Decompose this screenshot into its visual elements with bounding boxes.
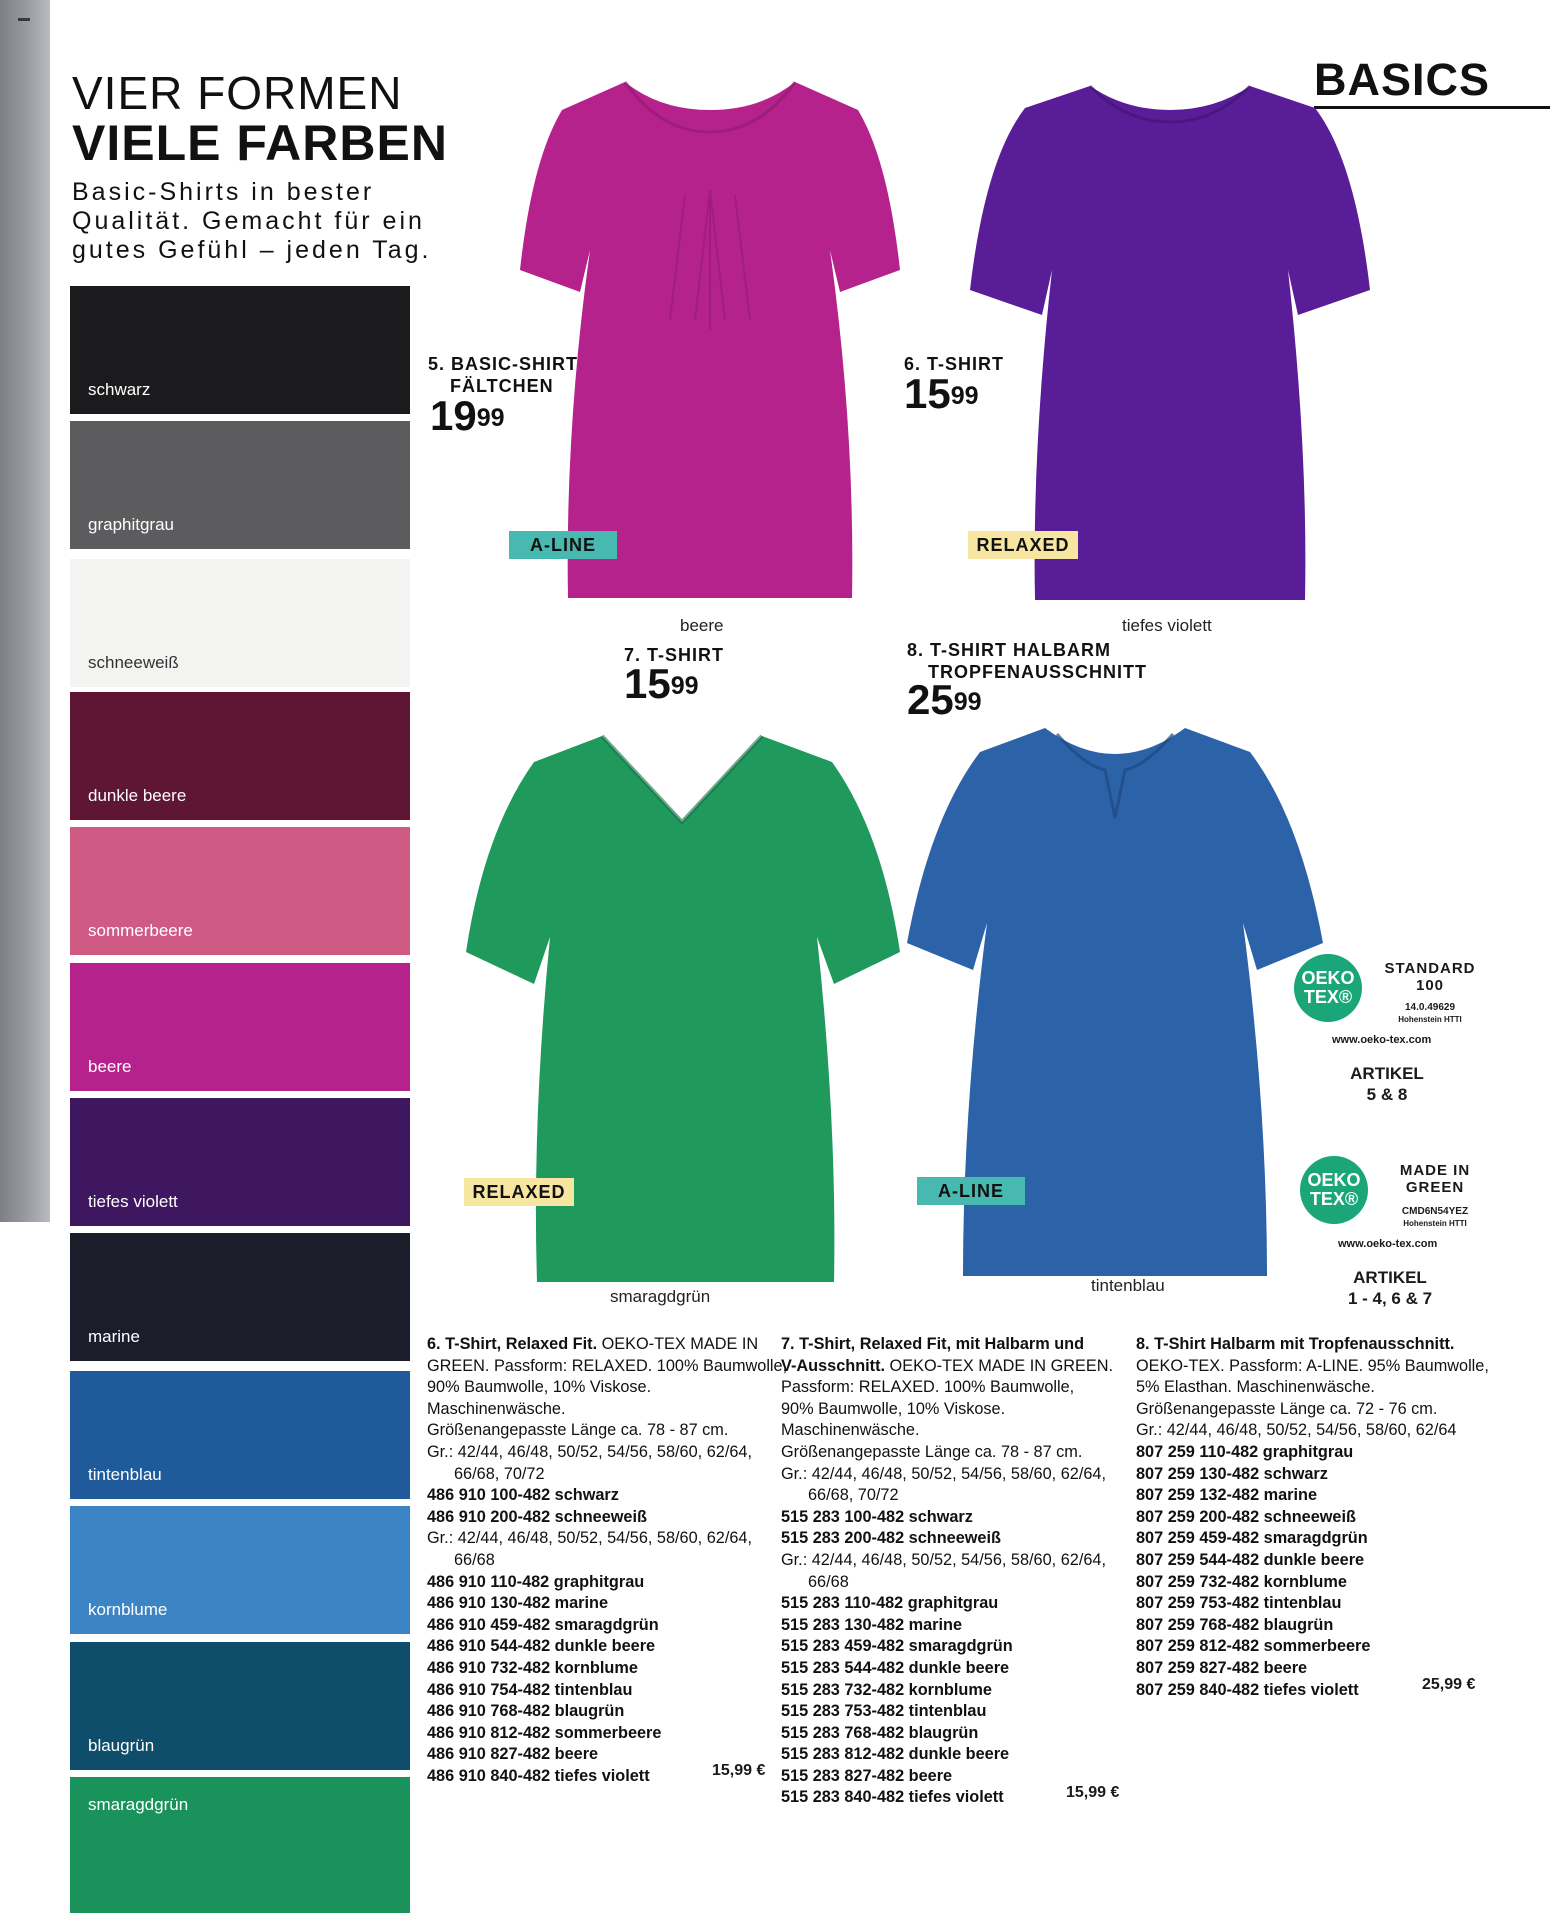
- article-number-row: 515 283 544-482 dunkle beere: [781, 1658, 1010, 1677]
- product-7-price: [624, 660, 699, 714]
- article-list: [427, 1572, 767, 1788]
- article-number-row: 515 283 753-482 tintenblau: [781, 1702, 987, 1721]
- price-euro: 19: [430, 392, 477, 439]
- product-8-caption: tintenblau: [1091, 1276, 1165, 1295]
- artikel-value: 1 - 4, 6 & 7: [1347, 1289, 1433, 1308]
- artikel-value: 5 & 8: [1366, 1085, 1408, 1104]
- headline-bold: VIELE FARBEN: [72, 115, 448, 171]
- swatch-label: schwarz: [88, 380, 151, 399]
- article-number-row: 807 259 732-482 kornblume: [1136, 1572, 1347, 1591]
- detail-heading: 8. T-Shirt Halbarm mit Tropfenausschnitt.: [1136, 1335, 1455, 1353]
- description-line: Passform: RELAXED. 100% Baumwolle,: [781, 1378, 1075, 1397]
- certificate-title-line: 100: [1415, 977, 1445, 994]
- detail-heading: 7. T-Shirt, Relaxed Fit, mit Halbarm und: [781, 1335, 1085, 1353]
- color-swatch[interactable]: [70, 1506, 410, 1634]
- product-7-price-footer: 15,99 €: [1066, 1784, 1120, 1801]
- certificate-title-line: MADE IN: [1399, 1162, 1471, 1179]
- fit-tag: A-LINE: [917, 1177, 1025, 1205]
- article-list: [781, 1507, 1121, 1550]
- section-title: BASICS: [1314, 54, 1491, 105]
- size-continuation: 66/68: [454, 1550, 495, 1569]
- swatch-label: dunkle beere: [88, 786, 187, 805]
- swatch-label: tiefes violett: [88, 1192, 178, 1211]
- article-number-row: 807 259 544-482 dunkle beere: [1136, 1550, 1365, 1569]
- oeko-tex-logo-icon: [1294, 954, 1362, 1022]
- color-swatch[interactable]: [70, 963, 410, 1091]
- article-number-row: 807 259 840-482 tiefes violett: [1136, 1680, 1359, 1699]
- detail-heading: V-Ausschnitt.: [781, 1356, 886, 1375]
- product-6-details: [427, 1334, 788, 1787]
- certificate-title-line: GREEN: [1405, 1179, 1465, 1196]
- article-list: [1136, 1442, 1496, 1701]
- product-8-price-footer: 25,99 €: [1422, 1676, 1476, 1693]
- swatch-label: marine: [88, 1327, 140, 1346]
- product-6-shirt-image[interactable]: [960, 80, 1380, 605]
- article-number-row: 486 910 812-482 sommerbeere: [427, 1723, 662, 1742]
- article-list: [427, 1485, 767, 1528]
- article-number-row: 515 283 812-482 dunkle beere: [781, 1745, 1010, 1764]
- article-number-row: 807 259 768-482 blaugrün: [1136, 1615, 1334, 1634]
- certificate-title-line: STANDARD: [1384, 960, 1476, 977]
- price-euro: 25: [907, 676, 954, 723]
- product-8-details: [1136, 1334, 1496, 1701]
- detail-description: [427, 1356, 788, 1464]
- color-swatch[interactable]: [70, 827, 410, 955]
- fit-tag: A-LINE: [509, 531, 617, 559]
- article-number-row: 486 910 100-482 schwarz: [427, 1486, 619, 1505]
- logo-line: TEX®: [1303, 987, 1353, 1007]
- description-line: GREEN. Passform: RELAXED. 100% Baumwolle,: [427, 1356, 788, 1375]
- detail-description: [781, 1377, 1121, 1485]
- product-7-name: 7. T-SHIRT: [624, 645, 725, 665]
- description-line: Größenangepasste Länge ca. 78 - 87 cm.: [427, 1421, 729, 1440]
- color-swatch[interactable]: [70, 1233, 410, 1361]
- price-cent: 99: [670, 672, 699, 700]
- article-number-row: 486 910 732-482 kornblume: [427, 1658, 638, 1677]
- product-5-name-line2: FÄLTCHEN: [450, 376, 554, 396]
- description-line: Größenangepasste Länge ca. 78 - 87 cm.: [781, 1442, 1083, 1461]
- product-5-caption: beere: [680, 616, 724, 635]
- certificate-institute: Hohenstein HTTI: [1403, 1219, 1467, 1228]
- intro-text: Basic-Shirts in bester Qualität. Gemacht für ein gutes Gefühl – jeden Tag.: [72, 178, 432, 264]
- swatch-label: schneeweiß: [88, 653, 179, 672]
- logo-line: OEKO: [1307, 1170, 1361, 1190]
- swatch-label: graphitgrau: [88, 515, 175, 534]
- article-number-row: 515 283 768-482 blaugrün: [781, 1723, 979, 1742]
- article-number-row: 486 910 768-482 blaugrün: [427, 1702, 625, 1721]
- product-6-price-footer: 15,99 €: [712, 1762, 766, 1779]
- swatch-label: smaragdgrün: [88, 1795, 189, 1814]
- product-6-caption: tiefes violett: [1122, 616, 1212, 635]
- article-number-row: 486 910 840-482 tiefes violett: [427, 1766, 650, 1785]
- fit-tag: RELAXED: [968, 531, 1078, 559]
- product-5-shirt-image[interactable]: [510, 70, 910, 610]
- description-line: Gr.: 42/44, 46/48, 50/52, 54/56, 58/60, 62/64: [1136, 1421, 1457, 1440]
- article-number-row: 807 259 132-482 marine: [1136, 1486, 1318, 1505]
- price-cent: 99: [476, 404, 505, 432]
- logo-line: OEKO: [1301, 968, 1355, 988]
- certificate-institute: Hohenstein HTTI: [1398, 1015, 1462, 1024]
- headline-light: VIER FORMEN: [72, 67, 403, 119]
- description-line: 90% Baumwolle, 10% Viskose.: [781, 1399, 1006, 1418]
- size-continuation: 66/68, 70/72: [454, 1464, 545, 1483]
- article-number-row: 807 259 459-482 smaragdgrün: [1136, 1529, 1368, 1548]
- size-range: Gr.: 42/44, 46/48, 50/52, 54/56, 58/60, 62/64,: [427, 1529, 752, 1548]
- color-swatch[interactable]: [70, 1642, 410, 1770]
- detail-description: [1136, 1356, 1496, 1442]
- article-number-row: 486 910 754-482 tintenblau: [427, 1680, 633, 1699]
- article-number-row: 486 910 827-482 beere: [427, 1745, 599, 1764]
- article-number-row: 515 283 110-482 graphitgrau: [781, 1594, 999, 1613]
- certificate-title: [1380, 1162, 1490, 1196]
- description-line: 90% Baumwolle, 10% Viskose.: [427, 1378, 652, 1397]
- article-number-row: 807 259 753-482 tintenblau: [1136, 1594, 1342, 1613]
- description-line: Maschinenwäsche.: [427, 1399, 566, 1418]
- product-5-name: 5. BASIC-SHIRT: [428, 354, 579, 374]
- article-number-row: 807 259 827-482 beere: [1136, 1658, 1308, 1677]
- description-line: Maschinenwäsche.: [781, 1421, 920, 1440]
- certificate-artikel: [1342, 1063, 1432, 1105]
- color-swatch[interactable]: [70, 692, 410, 820]
- swatch-label: beere: [88, 1057, 132, 1076]
- article-number-row: 486 910 110-482 graphitgrau: [427, 1572, 645, 1591]
- article-number-row: 515 283 200-482 schneeweiß: [781, 1529, 1001, 1548]
- description-line: 5% Elasthan. Maschinenwäsche.: [1136, 1378, 1375, 1397]
- detail-heading-rest: OEKO-TEX MADE IN: [597, 1335, 759, 1353]
- product-8-price: [907, 676, 982, 730]
- article-number-row: 515 283 827-482 beere: [781, 1766, 953, 1785]
- detail-heading-rest: OEKO-TEX MADE IN GREEN.: [885, 1356, 1114, 1375]
- detail-heading: 6. T-Shirt, Relaxed Fit.: [427, 1335, 598, 1353]
- article-number-row: 486 910 544-482 dunkle beere: [427, 1637, 656, 1656]
- product-8-name-line2: TROPFENAUSSCHNITT: [928, 662, 1147, 682]
- certificate-url[interactable]: www.oeko-tex.com: [1332, 1034, 1432, 1046]
- product-6-price: [904, 370, 979, 424]
- article-number-row: 807 259 130-482 schwarz: [1136, 1464, 1328, 1483]
- swatch-label: tintenblau: [88, 1465, 162, 1484]
- certificate-artikel: [1330, 1267, 1450, 1309]
- price-cent: 99: [953, 688, 982, 716]
- product-7-caption: smaragdgrün: [610, 1287, 711, 1306]
- color-swatch[interactable]: [70, 559, 410, 687]
- logo-line: TEX®: [1309, 1189, 1359, 1209]
- certificate-url[interactable]: www.oeko-tex.com: [1338, 1238, 1438, 1250]
- oeko-tex-logo-icon: [1300, 1156, 1368, 1224]
- certificate-title: [1375, 960, 1485, 994]
- artikel-label: ARTIKEL: [1353, 1268, 1427, 1287]
- page-edge-strip: [0, 0, 50, 1222]
- article-number-row: 515 283 459-482 smaragdgrün: [781, 1637, 1013, 1656]
- price-euro: 15: [904, 370, 951, 417]
- product-8-name: 8. T-SHIRT HALBARM: [907, 640, 1111, 660]
- description-line: OEKO-TEX. Passform: A-LINE. 95% Baumwolle,: [1136, 1356, 1489, 1375]
- article-number-row: 515 283 732-482 kornblume: [781, 1680, 992, 1699]
- article-number-row: 515 283 100-482 schwarz: [781, 1507, 973, 1526]
- price-cent: 99: [950, 382, 979, 410]
- artikel-label: ARTIKEL: [1350, 1064, 1424, 1083]
- product-7-details: [781, 1334, 1121, 1809]
- article-list: [781, 1593, 1121, 1809]
- article-number-row: 486 910 200-482 schneeweiß: [427, 1507, 647, 1526]
- article-number-row: 486 910 130-482 marine: [427, 1594, 609, 1613]
- color-swatch[interactable]: [70, 286, 410, 414]
- article-number-row: 515 283 840-482 tiefes violett: [781, 1788, 1004, 1807]
- description-line: Gr.: 42/44, 46/48, 50/52, 54/56, 58/60, 62/64,: [781, 1464, 1106, 1483]
- article-number-row: 807 259 110-482 graphitgrau: [1136, 1442, 1354, 1461]
- size-continuation: 66/68: [808, 1572, 849, 1591]
- certificate-code: 14.0.49629: [1404, 1002, 1456, 1013]
- color-swatch[interactable]: [70, 421, 410, 549]
- swatch-label: kornblume: [88, 1600, 168, 1619]
- description-line: Größenangepasste Länge ca. 72 - 76 cm.: [1136, 1399, 1438, 1418]
- swatch-label: sommerbeere: [88, 921, 193, 940]
- color-swatch[interactable]: [70, 1371, 410, 1499]
- certificate-code: CMD6N54YEZ: [1401, 1206, 1469, 1217]
- swatch-label: blaugrün: [88, 1736, 155, 1755]
- product-5-price: [430, 392, 505, 446]
- size-continuation: 66/68, 70/72: [808, 1486, 899, 1505]
- fit-tag: RELAXED: [464, 1178, 574, 1206]
- size-range: Gr.: 42/44, 46/48, 50/52, 54/56, 58/60, 62/64,: [781, 1550, 1106, 1569]
- article-number-row: 807 259 812-482 sommerbeere: [1136, 1637, 1371, 1656]
- color-swatch[interactable]: [70, 1777, 410, 1913]
- description-line: Gr.: 42/44, 46/48, 50/52, 54/56, 58/60, 62/64,: [427, 1442, 752, 1461]
- product-6-name: 6. T-SHIRT: [904, 354, 1005, 374]
- page-edge-mark: [18, 18, 30, 21]
- color-swatch[interactable]: [70, 1098, 410, 1226]
- article-number-row: 515 283 130-482 marine: [781, 1615, 963, 1634]
- article-number-row: 486 910 459-482 smaragdgrün: [427, 1615, 659, 1634]
- article-number-row: 807 259 200-482 schneeweiß: [1136, 1507, 1356, 1526]
- price-euro: 15: [624, 660, 671, 707]
